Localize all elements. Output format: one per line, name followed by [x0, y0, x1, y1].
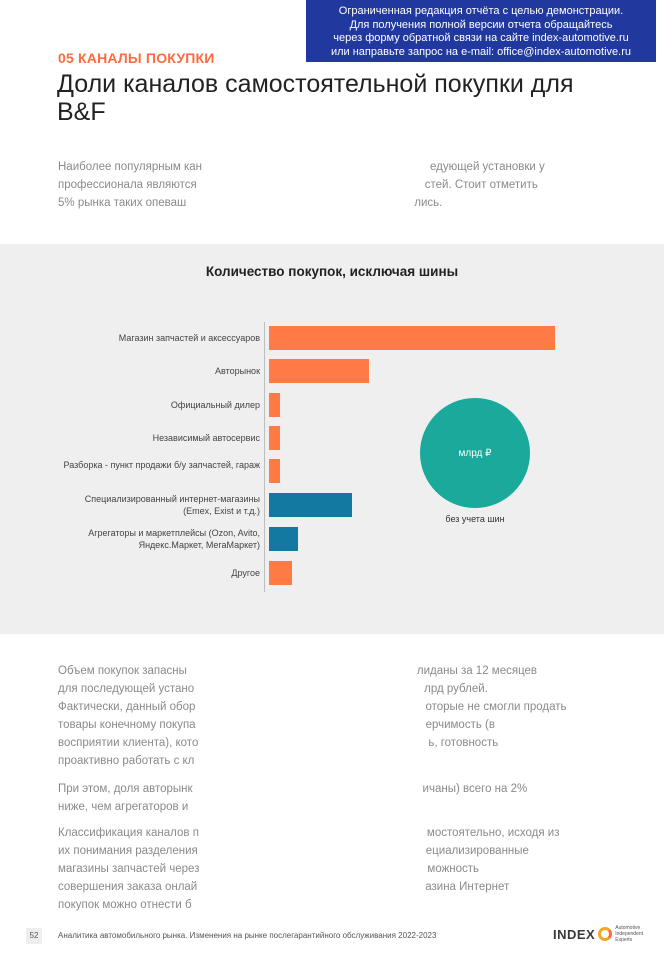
- body-line: их понимания разделения ециализированные: [58, 845, 529, 857]
- logo-mark-icon: [598, 927, 612, 941]
- page-title: Доли каналов самостоятельной покупки для B&F: [57, 70, 574, 126]
- logo-tagline: Automotive Independent Experts: [615, 925, 644, 943]
- category-label: Разборка - пункт продажи б/у запчастей, гараж: [63, 460, 260, 470]
- donut-caption: без учета шин: [445, 514, 505, 524]
- index-logo: [553, 925, 643, 943]
- body-paragraph-1: [58, 662, 598, 770]
- body-line: проактивно работать с кл: [58, 755, 195, 767]
- body-line: Объем покупок запасны лиданы за 12 месяцев: [58, 665, 538, 677]
- category-label: Специализированный интернет-магазины (Emex, Exist и т.д.): [84, 494, 260, 516]
- body-line: магазины запчастей через можность: [58, 863, 480, 875]
- chart-bar: [269, 359, 369, 383]
- intro-line: Наиболее популярным кан едующей установки у: [58, 161, 545, 173]
- intro-line: профессионала являются стей. Стоит отметить: [58, 179, 538, 191]
- body-line: покупок можно отнести б: [58, 899, 192, 911]
- chart-bar: [269, 459, 280, 483]
- donut-label: млрд ₽: [458, 447, 492, 459]
- footer-text: Аналитика автомобильного рынка. Изменения на рынке послегарантийного обслуживания 2022-2023: [58, 931, 437, 940]
- category-label: Независимый автосервис: [152, 433, 260, 443]
- body-line: товары конечному покупа ерчимость (в: [58, 719, 495, 731]
- chart-axis-line: [264, 322, 265, 592]
- intro-line: 5% рынка таких опеваш лись.: [58, 197, 443, 209]
- notice-line: через форму обратной связи на сайте index-automotive.ru: [333, 32, 629, 44]
- body-line: Фактически, данный обор оторые не смогли продать: [58, 701, 567, 713]
- chart-bar: [269, 326, 555, 350]
- chart-bar: [269, 493, 352, 517]
- notice-line: или направьте запрос на e-mail: office@index-automotive.ru: [330, 45, 632, 58]
- chart-bar: [269, 561, 292, 585]
- body-line: ниже, чем агрегаторов и: [58, 801, 189, 813]
- restricted-edition-notice: [306, 0, 656, 62]
- category-label: Официальный дилер: [170, 400, 260, 410]
- chart-title: Количество покупок, исключая шины: [205, 264, 459, 279]
- body-line: для последующей устано лрд рублей.: [58, 683, 488, 695]
- chart-bar: [269, 527, 298, 551]
- body-line: совершения заказа онлай азина Интернет: [58, 881, 510, 893]
- notice-line: Ограниченная редакция отчёта с целью демонстрации.: [338, 5, 624, 17]
- body-paragraph-2: [58, 780, 598, 816]
- section-label: 05 КАНАЛЫ ПОКУПКИ: [58, 50, 215, 66]
- page-number: 52: [26, 928, 42, 944]
- category-label: Магазин запчастей и аксессуаров: [118, 333, 260, 343]
- notice-line: Для получения полной версии отчета обращайтесь: [349, 18, 613, 31]
- body-line: Классификация каналов п мостоятельно, исходя из: [58, 827, 560, 839]
- chart-bar: [269, 426, 280, 450]
- category-label: Агрегаторы и маркетплейсы (Ozon, Avito, Яндекс.Маркет, МегаМаркет): [88, 528, 260, 550]
- market-size-donut: [420, 398, 530, 508]
- chart-bar: [269, 393, 280, 417]
- body-line: При этом, доля авторынк ичаны) всего на 2%: [58, 783, 528, 795]
- category-label: Другое: [231, 568, 260, 578]
- intro-paragraph: [58, 158, 598, 212]
- body-paragraph-3: [58, 824, 598, 914]
- logo-word: INDEX: [553, 926, 596, 942]
- category-label: Авторынок: [215, 366, 260, 376]
- body-line: восприятии клиента), кото ь, готовность: [58, 737, 499, 749]
